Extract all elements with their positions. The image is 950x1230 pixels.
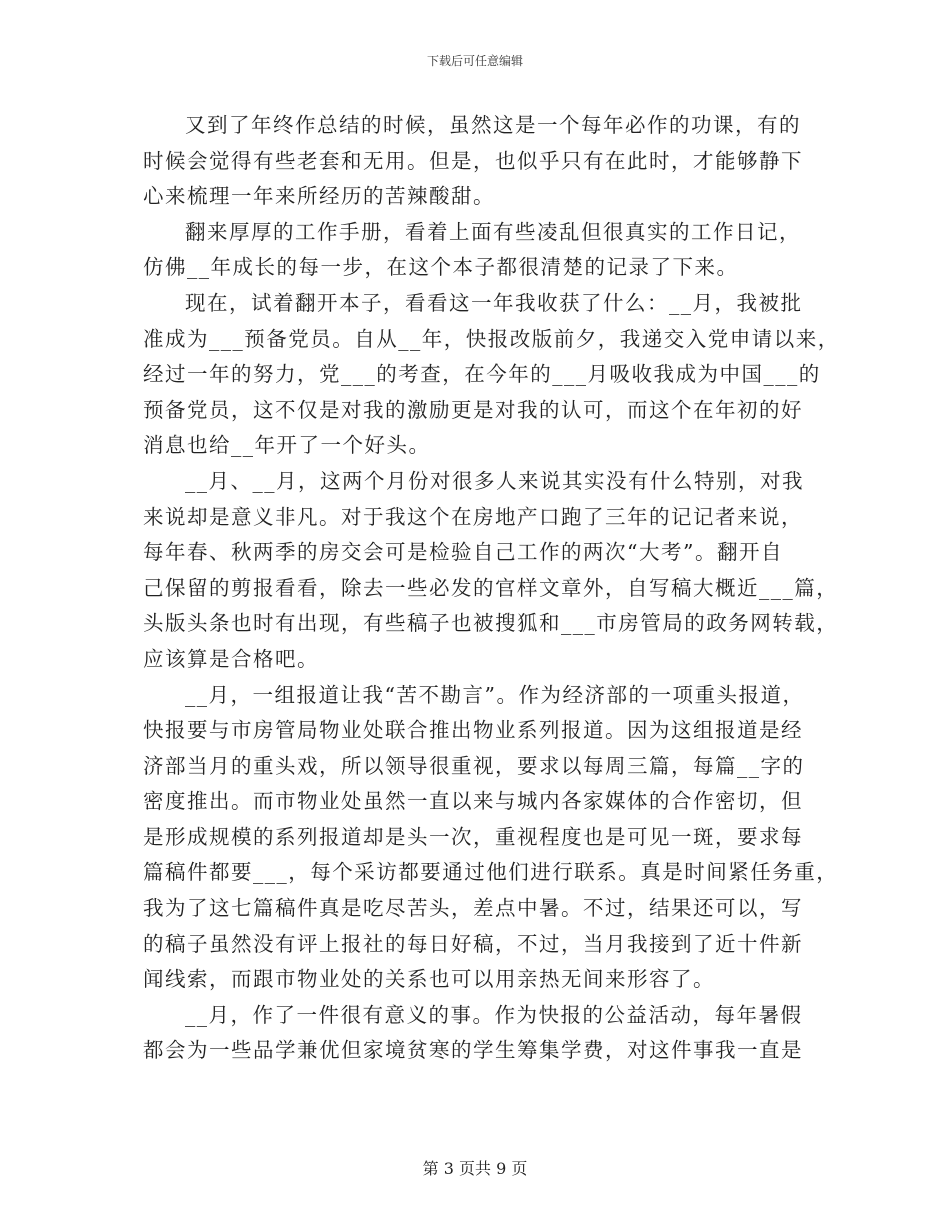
text-line: 是形成规模的系列报道却是头一次，重视程度也是可见一斑，要求每	[143, 824, 803, 849]
page-footer: 第 3 页共 9 页	[422, 1159, 528, 1178]
text-line: 应该算是合格吧。	[143, 646, 319, 671]
text-line: 篇稿件都要___，每个采访都要通过他们进行联系。真是时间紧任务重，	[143, 860, 839, 885]
text-line: 快报要与市房管局物业处联合推出物业系列报道。因为这组报道是经	[143, 718, 803, 743]
text-line: 头版头条也时有出现，有些稿子也被搜狐和___市房管局的政务网转载，	[143, 611, 839, 636]
text-line: 仿佛__年成长的每一步，在这个本子都很清楚的记录了下来。	[143, 255, 739, 280]
text-line: 济部当月的重头戏，所以领导很重视，要求以每周三篇，每篇__字的	[143, 753, 805, 778]
text-line: 我为了这七篇稿件真是吃尽苦头，差点中暑。不过，结果还可以，写	[143, 896, 803, 921]
text-line: 每年春、秋两季的房交会可是检验自己工作的两次“大考”。翻开自	[143, 540, 783, 565]
text-line: 又到了年终作总结的时候，虽然这是一个每年必作的功课，有的	[185, 113, 801, 137]
text-line: 消息也给__年开了一个好头。	[143, 433, 431, 458]
text-line: __月，一组报道让我“苦不勘言”。作为经济部的一项重头报道，	[185, 682, 805, 707]
page-header: 下载后可任意编辑	[426, 54, 523, 68]
text-line: 心来梳理一年来所经历的苦辣酸甜。	[143, 184, 495, 209]
text-line: 预备党员，这不仅是对我的激励更是对我的认可，而这个在年初的好	[143, 397, 803, 422]
text-line: 的稿子虽然没有评上报社的每日好稿，不过，当月我接到了近十件新	[143, 931, 803, 956]
text-line: 闻线索，而跟市物业处的关系也可以用亲热无间来形容了。	[143, 967, 715, 992]
document-body	[143, 108, 840, 1069]
text-line: __月，作了一件很有意义的事。作为快报的公益活动，每年暑假	[185, 1002, 803, 1027]
text-line: 己保留的剪报看看，除去一些必发的官样文章外，自写稿大概近___篇，	[143, 575, 839, 600]
text-line: 来说却是意义非凡。对于我这个在房地产口跑了三年的记记者来说，	[143, 504, 803, 529]
text-line: 翻来厚厚的工作手册，看着上面有些凌乱但很真实的工作日记，	[185, 219, 801, 244]
text-line: 现在，试着翻开本子，看看这一年我收获了什么：__月，我被批	[185, 290, 803, 315]
text-line: 经过一年的努力，党___的考查，在今年的___月吸收我成为中国___的	[143, 362, 821, 387]
text-line: 准成为___预备党员。自从__年，快报改版前夕，我递交入党申请以来，	[143, 326, 840, 351]
text-line: 时候会觉得有些老套和无用。但是，也似乎只有在此时，才能够静下	[143, 148, 803, 173]
text-line: __月、__月，这两个月份对很多人来说其实没有什么特别，对我	[185, 468, 804, 493]
text-line: 都会为一些品学兼优但家境贫寒的学生筹集学费，对这件事我一直是	[143, 1038, 803, 1063]
text-line: 密度推出。而市物业处虽然一直以来与城内各家媒体的合作密切，但	[143, 789, 803, 814]
